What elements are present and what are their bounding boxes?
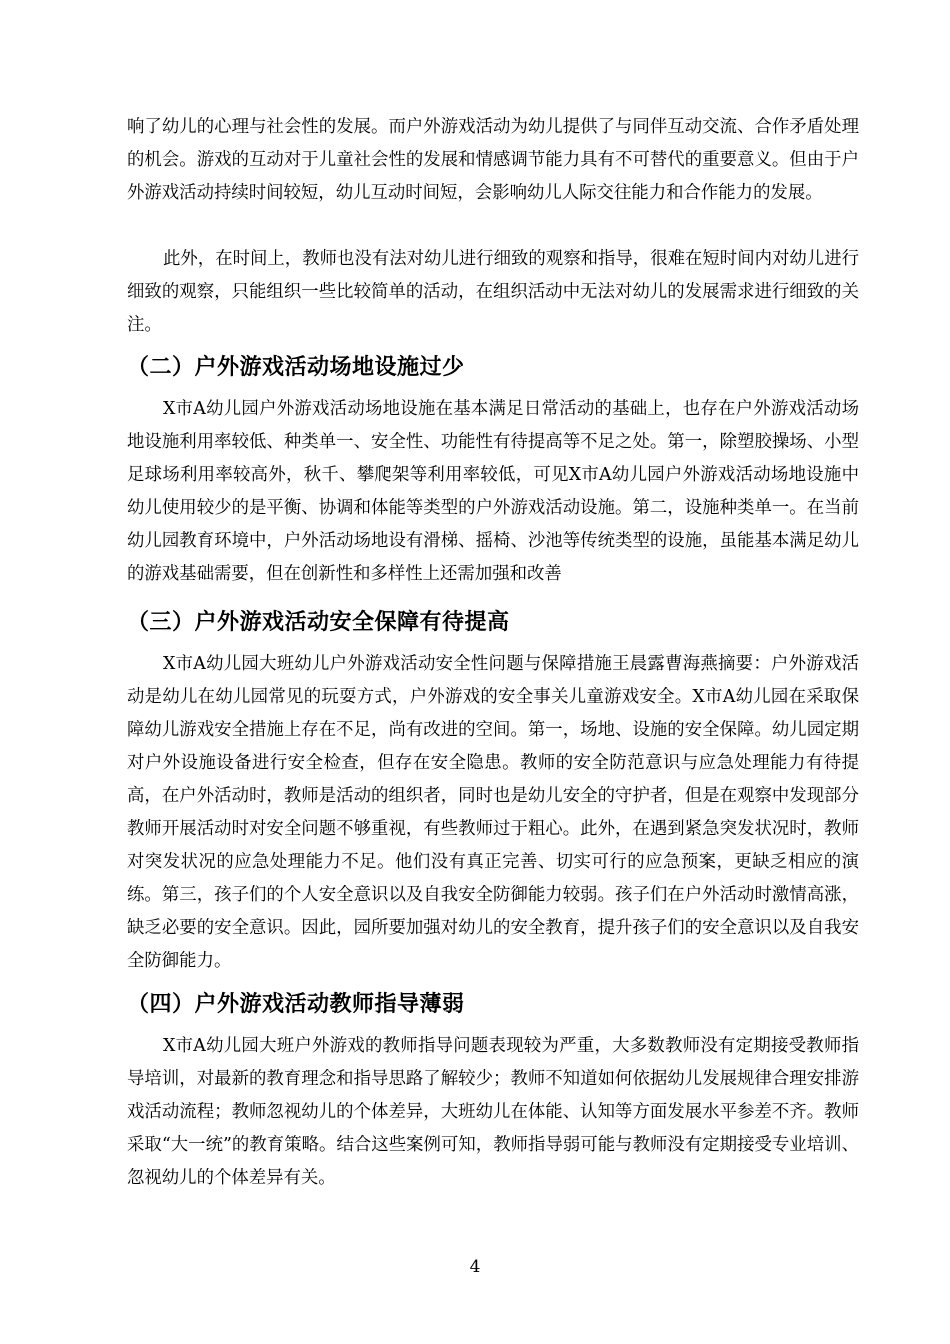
paragraph-continued: 响了幼儿的心理与社会性的发展。而户外游戏活动为幼儿提供了与同伴互动交流、合作矛盾处理的机会。游戏的互动对于儿童社会性的发展和情感调节能力具有不可替代的重要意义。但由于户外游戏活动持续时间较短，幼儿互动时间短，会影响幼儿人际交往能力和合作能力的发展。: [127, 117, 859, 203]
section-heading-safety: （三）户外游戏活动安全保障有待提高: [127, 610, 510, 635]
paragraph-time: 此外，在时间上，教师也没有法对幼儿进行细致的观察和指导，很难在短时间内对幼儿进行细致的观察，只能组织一些比较简单的活动，在组织活动中无法对幼儿的发展需求进行细致的关注。: [127, 249, 859, 335]
section-heading-guidance: （四）户外游戏活动教师指导薄弱: [127, 992, 465, 1017]
section-body-facilities: X市A幼儿园户外游戏活动场地设施在基本满足日常活动的基础上，也存在户外游戏活动场地设施利用率较低、种类单一、安全性、功能性有待提高等不足之处。第一，除塑胶操场、小型足球场利用率较高外，秋千、攀爬架等利用率较低，可见X市A幼儿园户外游戏活动场地设施中幼儿使用较少的是平衡、协调和体能等类型的户外游戏活动设施。第二，设施种类单一。在当前幼儿园教育环境中，户外活动场地设有滑梯、摇椅、沙池等传统类型的设施，虽能基本满足幼儿的游戏基础需要，但在创新性和多样性上还需加强和改善: [127, 399, 859, 584]
page-number: 4: [469, 1257, 481, 1277]
section-body-safety: X市A幼儿园大班幼儿户外游戏活动安全性问题与保障措施王晨露曹海燕摘要：户外游戏活动是幼儿在幼儿园常见的玩耍方式，户外游戏的安全事关儿童游戏安全。X市A幼儿园在采取保障幼儿游戏安全措施上存在不足，尚有改进的空间。第一，场地、设施的安全保障。幼儿园定期对户外设施设备进行安全检查，但存在安全隐患。教师的安全防范意识与应急处理能力有待提高，在户外活动时，教师是活动的组织者，同时也是幼儿安全的守护者，但是在观察中发现部分教师开展活动时对安全问题不够重视，有些教师过于粗心。此外，在遇到紧急突发状况时，教师对突发状况的应急处理能力不足。他们没有真正完善、切实可行的应急预案，更缺乏相应的演练。第三，孩子们的个人安全意识以及自我安全防御能力较弱。孩子们在户外活动时激情高涨，缺乏必要的安全意识。因此，园所要加强对幼儿的安全教育，提升孩子们的安全意识以及自我安全防御能力。: [127, 654, 859, 971]
section-heading-facilities: （二）户外游戏活动场地设施过少: [127, 355, 465, 380]
section-body-guidance: X市A幼儿园大班户外游戏的教师指导问题表现较为严重，大多数教师没有定期接受教师指导培训，对最新的教育理念和指导思路了解较少；教师不知道如何依据幼儿发展规律合理安排游戏活动流程；教师忽视幼儿的个体差异，大班幼儿在体能、认知等方面发展水平参差不齐。教师采取“大一统”的教育策略。结合这些案例可知，教师指导弱可能与教师没有定期接受专业培训、忽视幼儿的个体差异有关。: [127, 1036, 859, 1188]
